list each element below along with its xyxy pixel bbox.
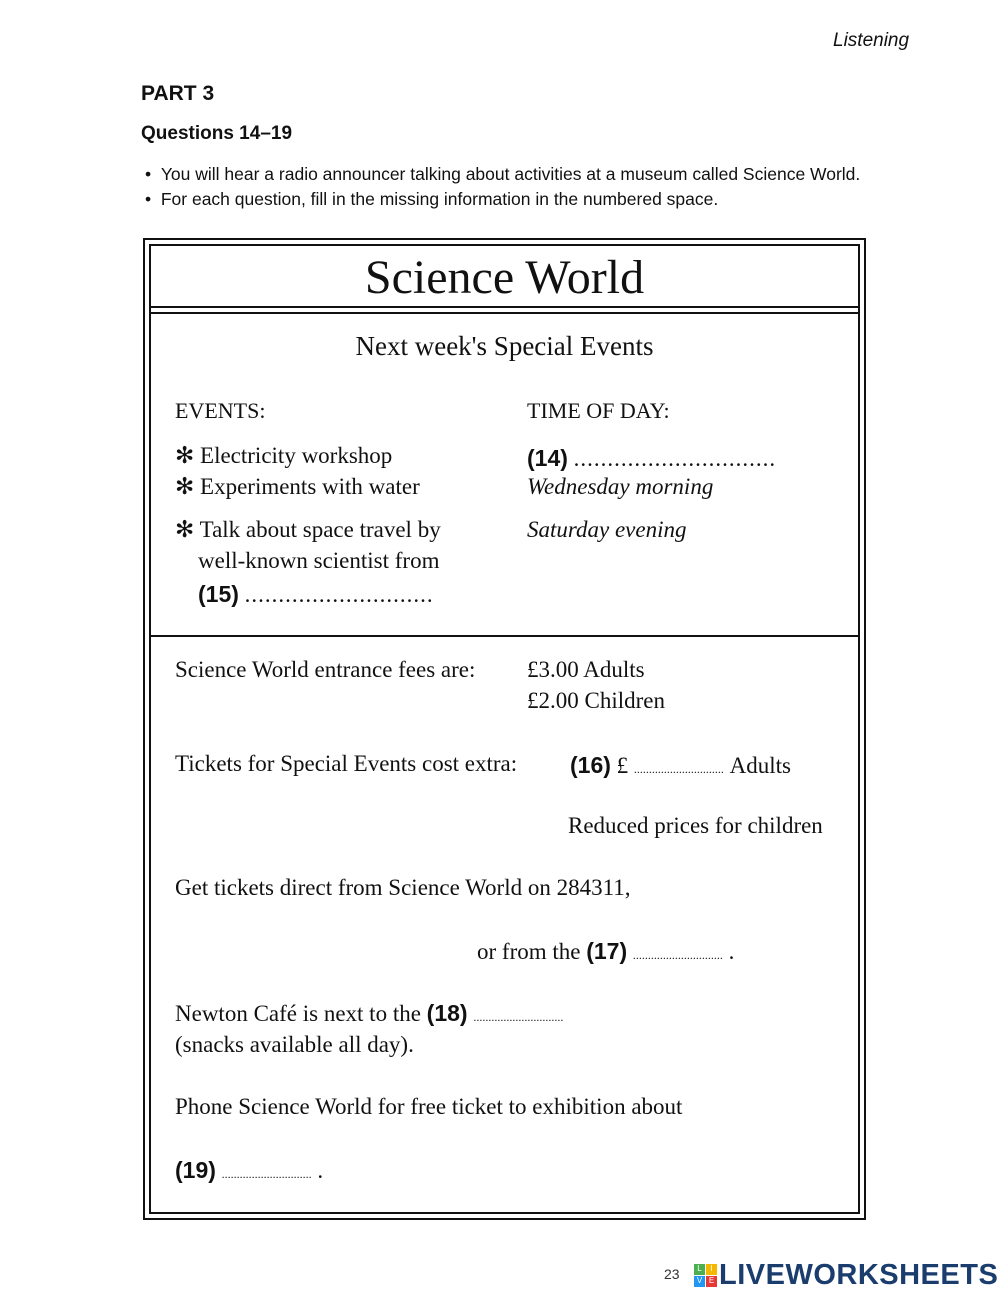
- answer-14[interactable]: [527, 445, 776, 472]
- asterisk-icon: ✻: [175, 443, 195, 468]
- currency: £: [616, 753, 629, 778]
- section-label: Listening: [833, 30, 910, 51]
- part-heading: PART 3: [141, 82, 215, 105]
- time-label: TIME OF DAY:: [527, 398, 670, 423]
- tickets-label: Tickets for Special Events cost extra:: [175, 751, 518, 776]
- period: .: [728, 939, 735, 964]
- reduced-prices: Reduced prices for children: [568, 813, 823, 838]
- instruction-2: • For each question, fill in the missing information in the numbered space.: [145, 189, 719, 209]
- asterisk-icon: ✻: [175, 474, 195, 499]
- answer-blank[interactable]: ..............................: [632, 948, 723, 962]
- event-item: [175, 474, 420, 500]
- questions-heading: Questions 14–19: [141, 123, 293, 144]
- cafe-text: Newton Café is next to the: [175, 1001, 421, 1026]
- title-divider: [149, 306, 860, 308]
- instruction-text: For each question, fill in the missing information in the numbered space.: [160, 189, 719, 209]
- answer-blank[interactable]: ..............................: [221, 1167, 312, 1181]
- phone-text: Phone Science World for free ticket to exhibition about: [175, 1094, 683, 1119]
- or-from-text: or from the: [477, 939, 581, 964]
- logo-tile: L: [694, 1264, 705, 1275]
- instruction-text: You will hear a radio announcer talking about activities at a museum called Science World.: [160, 164, 861, 184]
- adults-label: Adults: [729, 753, 791, 778]
- question-number: (15): [198, 581, 239, 607]
- box-inner-border: [149, 244, 860, 1214]
- instruction-1: • You will hear a radio announcer talking about activities at a museum called Science World.: [145, 164, 861, 184]
- page-number: 23: [664, 1266, 680, 1282]
- asterisk-icon: ✻: [175, 517, 195, 542]
- question-number: (18): [426, 1000, 468, 1026]
- event-text: Electricity workshop: [200, 443, 393, 468]
- events-label: EVENTS:: [175, 398, 266, 423]
- event-text: Experiments with water: [200, 474, 420, 499]
- title-divider: [149, 312, 860, 314]
- question-number: (14): [527, 445, 568, 471]
- event-item: [175, 443, 392, 469]
- event-text: Talk about space travel by: [199, 517, 441, 542]
- period: .: [317, 1158, 324, 1183]
- answer-blank[interactable]: ............................: [244, 582, 434, 607]
- answer-16[interactable]: [570, 752, 791, 779]
- fee-children: £2.00 Children: [527, 688, 665, 713]
- fees-label: Science World entrance fees are:: [175, 657, 476, 682]
- question-number: (16): [570, 752, 611, 778]
- question-number: (19): [175, 1157, 216, 1183]
- event-time: Wednesday morning: [527, 474, 714, 499]
- section-divider: [149, 635, 860, 637]
- snacks-text: (snacks available all day).: [175, 1032, 414, 1057]
- answer-blank[interactable]: ..............................: [573, 446, 777, 471]
- box-subtitle: Next week's Special Events: [355, 331, 654, 361]
- answer-19[interactable]: [175, 1157, 323, 1184]
- fee-adults: £3.00 Adults: [527, 657, 645, 682]
- answer-blank[interactable]: ..............................: [633, 762, 724, 776]
- direct-tickets: Get tickets direct from Science World on 284311,: [175, 875, 631, 900]
- event-item: [175, 517, 441, 543]
- event-time: Saturday evening: [527, 517, 687, 542]
- box-title: Science World: [364, 251, 645, 304]
- logo-tile: I: [706, 1264, 717, 1275]
- event-text-cont: well-known scientist from: [198, 548, 440, 573]
- logo-tile: E: [706, 1276, 717, 1287]
- logo-tile: V: [694, 1276, 705, 1287]
- question-number: (17): [586, 938, 628, 964]
- answer-18[interactable]: [175, 1000, 563, 1027]
- liveworksheets-logo-icon: [694, 1264, 717, 1287]
- liveworksheets-logo: LIVEWORKSHEETS: [719, 1259, 999, 1291]
- answer-17[interactable]: [477, 938, 734, 965]
- answer-blank[interactable]: ..............................: [473, 1010, 564, 1024]
- answer-15[interactable]: [198, 581, 434, 608]
